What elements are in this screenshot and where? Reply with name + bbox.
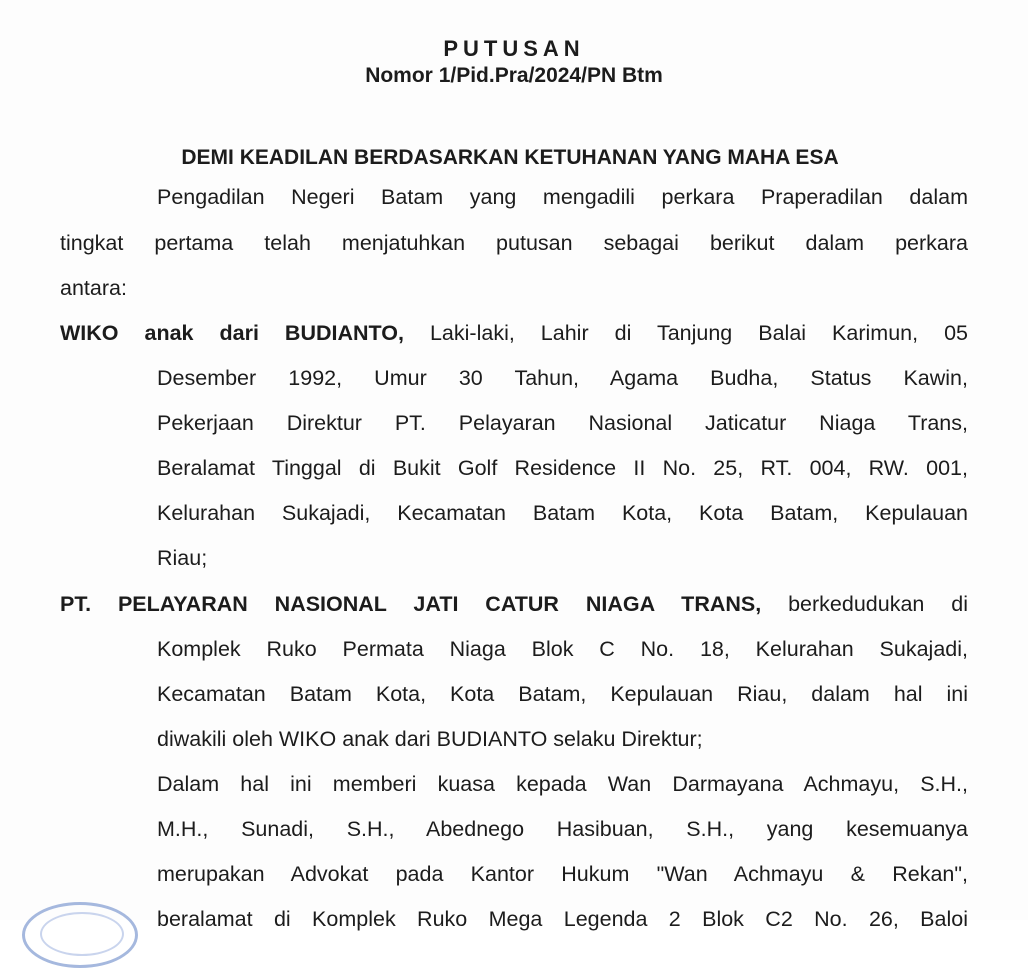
party1-line-1-rest: Laki-laki, Lahir di Tanjung Balai Karimun, 05 (403, 321, 968, 345)
party2-line-8: beralamat di Komplek Ruko Mega Legenda 2 Blok C2 No. 26, Baloi (157, 907, 968, 931)
party2-line-5: Dalam hal ini memberi kuasa kepada Wan Darmayana Achmayu, S.H., (157, 772, 968, 796)
party1-name: WIKO anak dari BUDIANTO, (60, 321, 404, 345)
court-seal-inner-ring (40, 912, 124, 956)
party2-line-3: Kecamatan Batam Kota, Kota Batam, Kepulauan Riau, dalam hal ini (157, 682, 968, 706)
intro-line-3: antara: (60, 276, 127, 300)
party2-line-6: M.H., Sunadi, S.H., Abednego Hasibuan, S.H., yang kesemuanya (157, 817, 968, 841)
party2-line-4: diwakili oleh WIKO anak dari BUDIANTO selaku Direktur; (157, 727, 703, 751)
intro-line-2: tingkat pertama telah menjatuhkan putusan sebagai berikut dalam perkara (60, 231, 968, 255)
document-title: PUTUSAN (443, 36, 585, 61)
party1-line-5: Kelurahan Sukajadi, Kecamatan Batam Kota, Kota Batam, Kepulauan (157, 501, 968, 525)
party2-name: PT. PELAYARAN NASIONAL JATI CATUR NIAGA TRANS, (60, 592, 762, 616)
party2-line-1-rest: berkedudukan di (761, 592, 968, 616)
court-motto: DEMI KEADILAN BERDASARKAN KETUHANAN YANG MAHA ESA (181, 146, 839, 169)
party2-line-1 (60, 590, 968, 618)
case-number: Nomor 1/Pid.Pra/2024/PN Btm (365, 64, 663, 87)
party1-line-1 (60, 319, 968, 347)
party1-line-6: Riau; (157, 546, 208, 570)
party1-line-3: Pekerjaan Direktur PT. Pelayaran Nasional Jaticatur Niaga Trans, (157, 411, 968, 435)
intro-line-1: Pengadilan Negeri Batam yang mengadili perkara Praperadilan dalam (157, 185, 968, 209)
party2-line-7: merupakan Advokat pada Kantor Hukum "Wan Achmayu & Rekan", (157, 862, 968, 886)
party1-line-4: Beralamat Tinggal di Bukit Golf Residence II No. 25, RT. 004, RW. 001, (157, 456, 968, 480)
party1-line-2: Desember 1992, Umur 30 Tahun, Agama Budha, Status Kawin, (157, 366, 968, 390)
party2-line-2: Komplek Ruko Permata Niaga Blok C No. 18, Kelurahan Sukajadi, (157, 637, 968, 661)
